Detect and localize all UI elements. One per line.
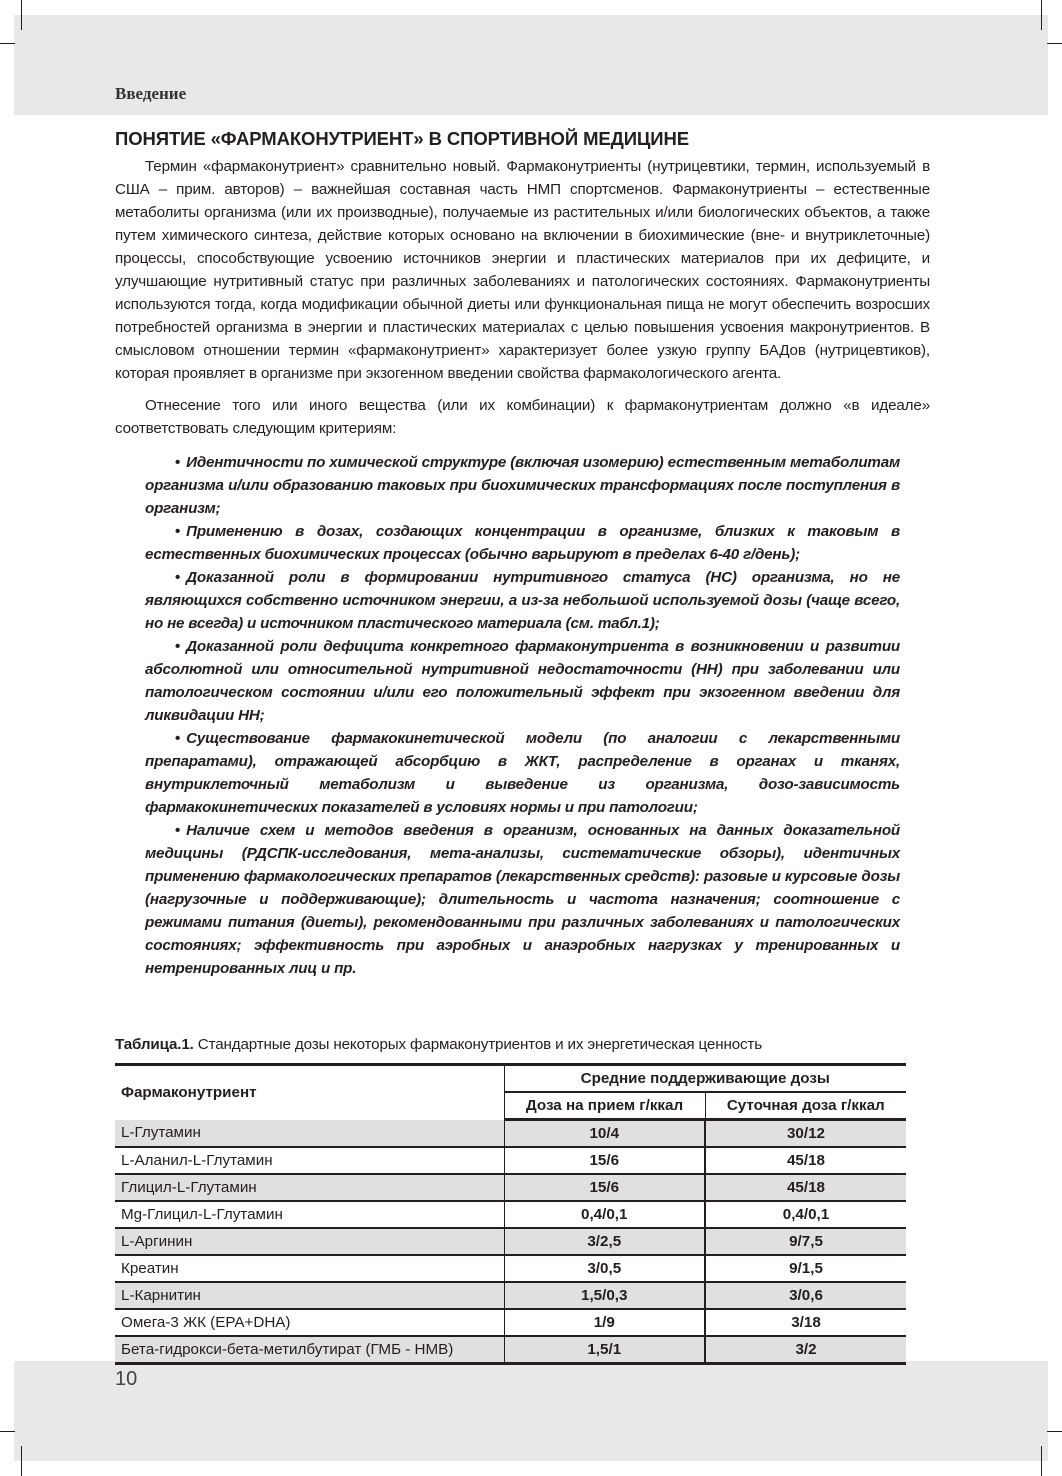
criteria-item: • Применению в дозах, создающих концентрации в организме, близких к таковым в естественных биохимических процессах (обычно варьируют в пределах 6-40 г/день); xyxy=(145,523,900,563)
doses-table xyxy=(115,1063,906,1365)
bullet-icon: • xyxy=(175,454,181,471)
crop-mark xyxy=(0,43,15,44)
table-row: Бета-гидрокси-бета-метилбутират (ГМБ - HMB) 1,5/1 3/2 xyxy=(115,1336,906,1364)
running-head: Введение xyxy=(115,84,187,103)
criteria-item: • Идентичности по химической структуре (включая изомерию) естественным метаболитам организма и/или образованию таковых при биохимических трансформациях после поступления в организм; xyxy=(145,454,900,517)
section-content xyxy=(115,128,930,980)
table-row: Омега-3 ЖК (EPA+DHA) 1/9 3/18 xyxy=(115,1309,906,1336)
column-header-dose: Доза на прием г/ккал xyxy=(504,1092,705,1120)
table-row: Креатин 3/0,5 9/1,5 xyxy=(115,1255,906,1282)
section-title: ПОНЯТИЕ «ФАРМАКОНУТРИЕНТ» В СПОРТИВНОЙ МЕДИЦИНЕ xyxy=(115,128,690,149)
crop-mark xyxy=(21,1446,22,1476)
table-row: Mg-Глицил-L-Глутамин 0,4/0,1 0,4/0,1 xyxy=(115,1201,906,1228)
table-row: L-Карнитин 1,5/0,3 3/0,6 xyxy=(115,1282,906,1309)
crop-mark xyxy=(0,1431,15,1432)
criteria-item: • Доказанной роли в формировании нутритивного статуса (НС) организма, но не являющихся собственно источником энергии, а из-за небольшой используемой дозы (чаще всего, но не всегда) и источником пластического материала (см. табл.1); xyxy=(145,569,900,632)
table-row: Глицил-L-Глутамин 15/6 45/18 xyxy=(115,1174,906,1201)
bullet-icon: • xyxy=(175,730,181,747)
criteria-item: • Существование фармакокинетической модели (по аналогии с лекарственными препаратами), отражающей абсорбцию в ЖКТ, распределение в органах и тканях, внутриклеточный метаболизм и выведение из организма, дозо-зависимость фармакокинетических показателей в условиях нормы и при патологии; xyxy=(145,730,900,816)
bullet-icon: • xyxy=(175,523,181,540)
table-row: L-Аргинин 3/2,5 9/7,5 xyxy=(115,1228,906,1255)
footer-band xyxy=(14,1361,1048,1461)
bullet-icon: • xyxy=(175,569,181,586)
crop-mark xyxy=(1047,1431,1062,1432)
crop-mark xyxy=(1041,1446,1042,1476)
criteria-item: • Доказанной роли дефицита конкретного фармаконутриента в возникновении и развитии абсолютной или относительной нутритивной недостаточности (НН) при заболевании или патологическом состоянии и/или его положительный эффект при экзогенном введении для ликвидации НН; xyxy=(145,638,900,724)
crop-mark xyxy=(1041,0,1042,30)
column-group-header: Средние поддерживающие дозы xyxy=(504,1065,906,1093)
bullet-icon: • xyxy=(175,638,181,655)
table-row: L-Аланил-L-Глутамин 15/6 45/18 xyxy=(115,1147,906,1174)
column-header-name: Фармаконутриент xyxy=(115,1065,504,1120)
table-caption-text: Стандартные дозы некоторых фармаконутриентов и их энергетическая ценность xyxy=(193,1036,763,1053)
column-header-daily: Суточная доза г/ккал xyxy=(705,1092,906,1120)
crop-mark xyxy=(1047,43,1062,44)
page-number: 10 xyxy=(115,1368,138,1390)
intro-paragraph: Термин «фармаконутриент» сравнительно новый. Фармаконутриенты (нутрицевтики, термин, используемый в США – прим. авторов) – важнейшая составная часть НМП спортсменов. Фармаконутриенты – естественные метаболиты организма (или их производные), получаемые из растительных и/или биологических объектов, а также путем химического синтеза, действие которых основано на включении в биохимические (вне- и внутриклеточные) процессы, способствующие усвоению источников энергии и пластических материалов при их дефиците, и улучшающие нутритивный статус при различных заболеваниях и патологических состояниях. Фармаконутриенты используются тогда, когда модификации обычной диеты или функциональная пища не могут обеспечить возросших потребностей организма в энергии и пластических материалах с целью повышения усвоения макронутриентов. В смысловом отношении термин «фармаконутриент» характеризует более узкую группу БАДов (нутрицевтиков), которая проявляет в организме при экзогенном введении свойства фармакологического агента. xyxy=(115,158,930,382)
table-caption-label: Таблица.1. xyxy=(115,1036,194,1053)
crop-mark xyxy=(21,0,22,30)
table-row: L-Глутамин 10/4 30/12 xyxy=(115,1120,906,1148)
bullet-icon: • xyxy=(175,822,181,839)
criteria-item: • Наличие схем и методов введения в организм, основанных на данных доказательной медицины (РДСПК-исследования, мета-анализы, систематические обзоры), идентичных применению фармакологических препаратов (лекарственных средств): разовые и курсовые дозы (нагрузочные и поддерживающие); длительность и частота назначения; соотношение с режимами питания (диеты), рекомендованными при различных заболеваниях и патологических состояниях; эффективность при аэробных и анаэробных нагрузках у тренированных и нетренированных лиц и пр. xyxy=(145,822,900,977)
table-caption xyxy=(115,1036,762,1053)
criteria-list xyxy=(115,451,930,980)
criteria-intro-paragraph: Отнесение того или иного вещества (или их комбинации) к фармаконутриентам должно «в идеале» соответствовать следующим критериям: xyxy=(115,397,930,437)
